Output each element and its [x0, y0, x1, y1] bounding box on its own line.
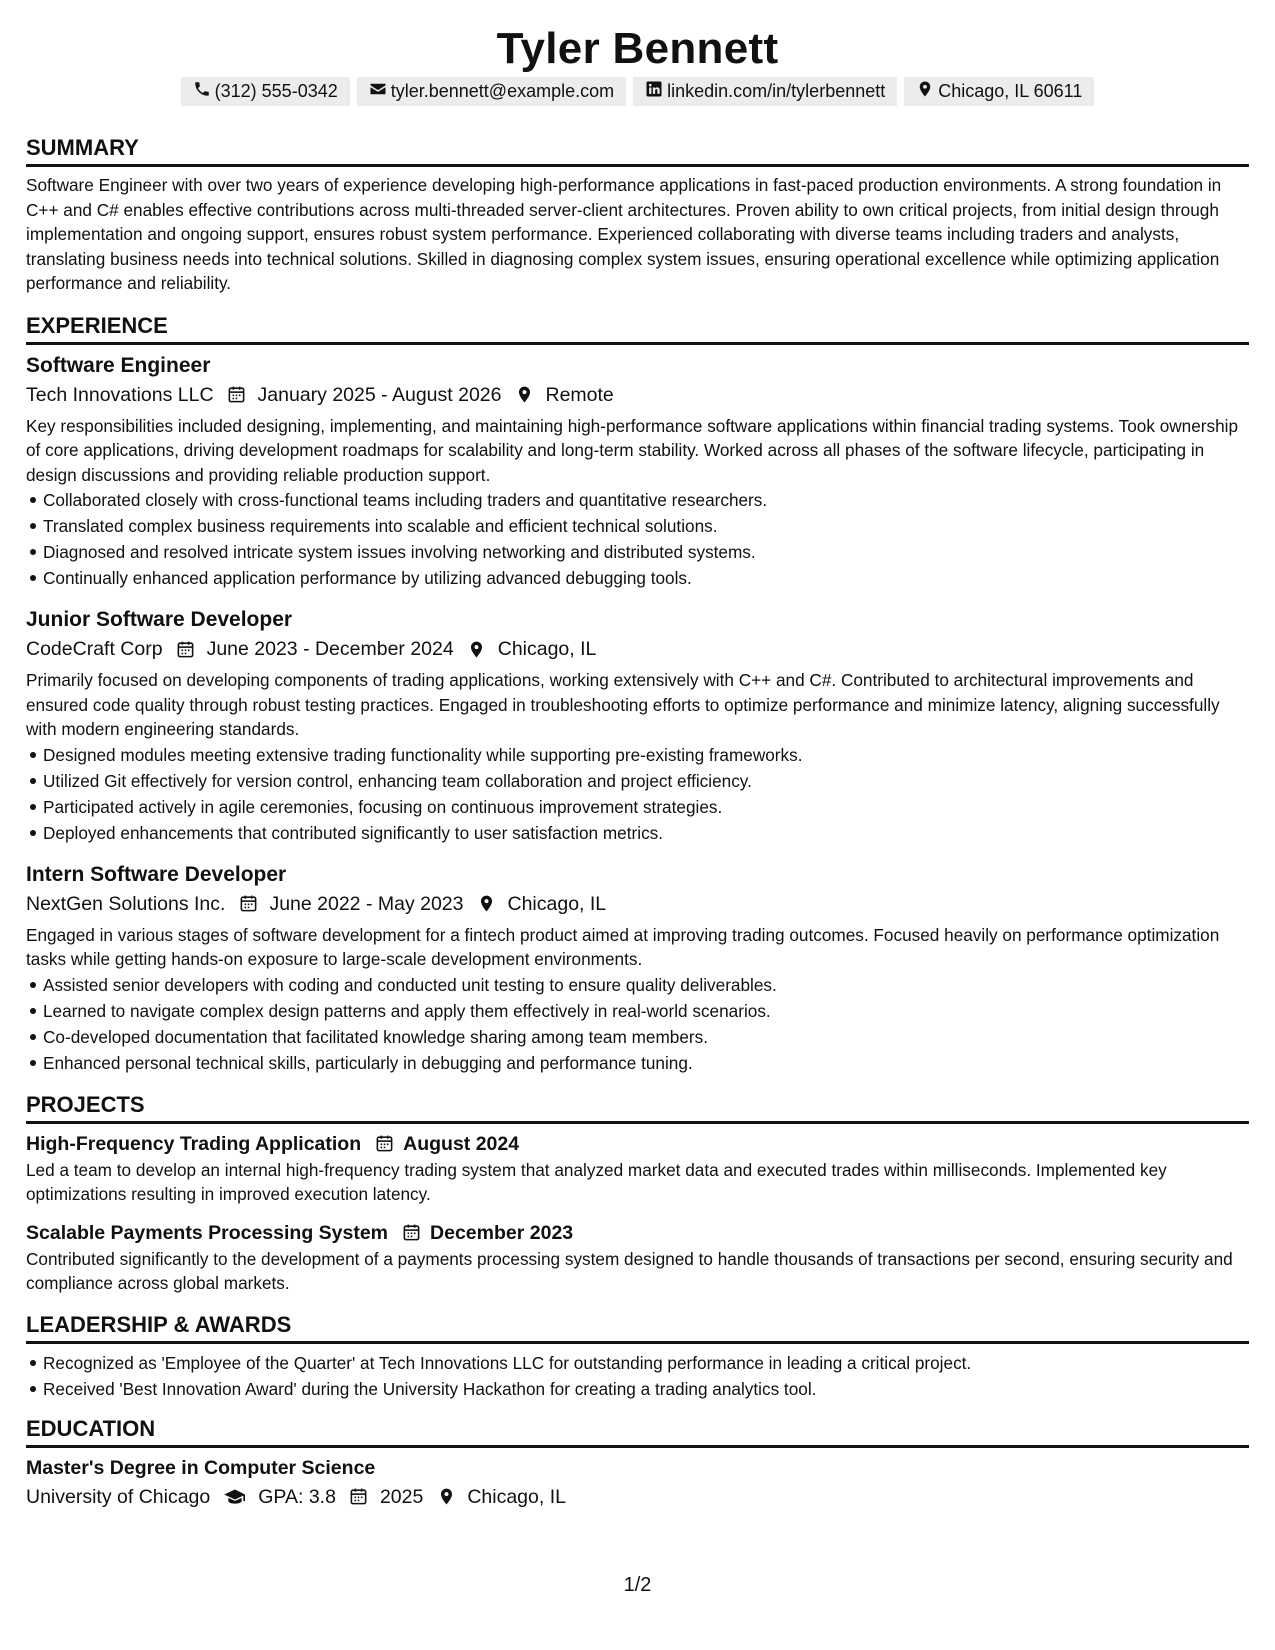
section-divider [26, 1341, 1249, 1344]
project-entry [26, 1219, 1249, 1296]
education-section [26, 1416, 1249, 1512]
job-bullets [26, 742, 1249, 846]
contact-phone-text: (312) 555-0342 [214, 81, 338, 101]
map-pin-icon [513, 384, 535, 406]
calendar-icon [226, 384, 248, 406]
project-header [26, 1130, 1249, 1158]
job-entry [26, 606, 1249, 846]
contact-location-text: Chicago, IL 60611 [938, 81, 1083, 101]
degree-title: Master's Degree in Computer Science [26, 1456, 376, 1479]
list-item: Translated complex business requirements into scalable and efficient technical solutions. [26, 513, 1249, 539]
job-dates: January 2025 - August 2026 [257, 383, 502, 406]
job-title: Intern Software Developer [26, 862, 287, 886]
contact-phone[interactable] [181, 77, 350, 106]
job-dates: June 2023 - December 2024 [206, 638, 454, 660]
leadership-bullets [26, 1350, 1249, 1402]
project-date: August 2024 [403, 1132, 520, 1155]
map-pin-icon [916, 80, 934, 103]
list-item: Learned to navigate complex design patterns and apply them effectively in real-world scenarios. [26, 998, 1249, 1024]
job-entry [26, 861, 1249, 1076]
section-divider [26, 1445, 1249, 1448]
leadership-section [26, 1312, 1249, 1402]
section-divider [26, 164, 1249, 167]
graduation-year: 2025 [379, 1485, 424, 1508]
calendar-icon [175, 638, 197, 660]
project-date: December 2023 [430, 1221, 574, 1244]
job-bullets [26, 972, 1249, 1076]
job-entry [26, 352, 1249, 592]
projects-section [26, 1092, 1249, 1296]
job-meta [26, 380, 1249, 410]
page-number: 1/2 [623, 1574, 652, 1596]
list-item: Participated actively in agile ceremonies, focusing on continuous improvement strategies. [26, 794, 1249, 820]
list-item: Collaborated closely with cross-functional teams including traders and quantitative researchers. [26, 487, 1249, 513]
list-item: Received 'Best Innovation Award' during the University Hackathon for creating a trading analytics tool. [26, 1376, 1249, 1402]
job-location: Chicago, IL [507, 892, 607, 915]
list-item: Continually enhanced application performance by utilizing advanced debugging tools. [26, 565, 1249, 591]
resume-page [26, 0, 1249, 1516]
job-meta [26, 634, 1249, 664]
map-pin-icon [476, 893, 498, 915]
contact-location [904, 77, 1094, 106]
experience-section [26, 313, 1249, 1076]
job-company: NextGen Solutions Inc. [26, 892, 226, 915]
calendar-icon [348, 1486, 370, 1508]
project-entry [26, 1130, 1249, 1207]
list-item: Utilized Git effectively for version control, enhancing team collaboration and project efficiency. [26, 768, 1249, 794]
projects-heading: PROJECTS [26, 1091, 145, 1117]
contact-email[interactable] [357, 77, 626, 106]
contact-linkedin[interactable] [633, 77, 897, 106]
job-company: Tech Innovations LLC [26, 383, 214, 406]
summary-section [26, 135, 1249, 296]
list-item: Diagnosed and resolved intricate system issues involving networking and distributed systems. [26, 539, 1249, 565]
job-description: Primarily focused on developing components of trading applications, working extensively with C++ and C#. Contributed to architectural improvements and ensured code quality through robust testing practices. Engaged in troubleshooting efforts to optimize performance and minimize latency, aligning successfully with modern engineering standards. [26, 670, 1220, 739]
project-description: Contributed significantly to the development of a payments processing system designed to handle thousands of transactions per second, ensuring security and compliance across global markets. [26, 1248, 1233, 1293]
calendar-icon [400, 1222, 422, 1244]
job-bullets [26, 487, 1249, 591]
list-item: Co-developed documentation that facilitated knowledge sharing among team members. [26, 1024, 1249, 1050]
calendar-icon [373, 1133, 395, 1155]
education-meta [26, 1482, 1249, 1512]
job-meta [26, 889, 1249, 919]
list-item: Enhanced personal technical skills, particularly in debugging and performance tuning. [26, 1050, 1249, 1076]
linkedin-icon [645, 80, 663, 103]
job-title: Junior Software Developer [26, 608, 293, 631]
job-title: Software Engineer [26, 353, 211, 377]
project-description: Led a team to develop an internal high-frequency trading system that analyzed market data and executed trades within milliseconds. Implemented key optimizations resulting in improved execution latency. [26, 1159, 1167, 1204]
project-name: High-Frequency Trading Application [26, 1132, 362, 1155]
section-divider [26, 342, 1249, 345]
job-location: Remote [545, 383, 614, 406]
envelope-icon [369, 80, 387, 103]
project-header [26, 1219, 1249, 1247]
list-item: Deployed enhancements that contributed significantly to user satisfaction metrics. [26, 820, 1249, 846]
summary-text: Software Engineer with over two years of experience developing high-performance applications in fast-paced production environments. A strong foundation in C++ and C# enables effective contributions across multi-threaded server-client architectures. Proven ability to own critical projects, from initial design through implementation and ongoing support, ensures robust system performance. Experienced collaborating with diverse teams including traders and analysts, translating business needs into technical solutions. Skilled in diagnosing complex system issues, ensuring operational excellence while optimizing application performance and reliability. [26, 175, 1222, 293]
job-description: Key responsibilities included designing, implementing, and maintaining high-performance software applications within financial trading systems. Took ownership of core applications, driving development roadmaps for scalability and long-term stability. Worked across all phases of the software lifecycle, participating in design discussions and providing reliable production support. [26, 415, 1239, 485]
education-heading: EDUCATION [26, 1415, 156, 1441]
summary-heading: SUMMARY [26, 135, 139, 160]
phone-icon [193, 80, 211, 103]
job-description: Engaged in various stages of software development for a fintech product aimed at improving trading outcomes. Focused heavily on performance optimization tasks while getting hands-on exposure to large-scale development environments. [26, 924, 1220, 969]
contact-email-text: tyler.bennett@example.com [390, 81, 615, 101]
job-company: CodeCraft Corp [26, 638, 163, 660]
list-item: Recognized as 'Employee of the Quarter' at Tech Innovations LLC for outstanding performance in leading a critical project. [26, 1350, 1249, 1376]
job-location: Chicago, IL [497, 638, 597, 660]
project-name: Scalable Payments Processing System [26, 1221, 389, 1244]
list-item: Assisted senior developers with coding and conducted unit testing to ensure quality deliverables. [26, 972, 1249, 998]
map-pin-icon [435, 1486, 457, 1508]
section-divider [26, 1121, 1249, 1124]
leadership-heading: LEADERSHIP & AWARDS [26, 1311, 292, 1337]
candidate-name: Tyler Bennett [496, 24, 779, 73]
education-location: Chicago, IL [467, 1485, 566, 1508]
list-item: Designed modules meeting extensive trading functionality while supporting pre-existing frameworks. [26, 742, 1249, 768]
contact-linkedin-text: linkedin.com/in/tylerbennett [667, 81, 886, 101]
calendar-icon [237, 893, 259, 915]
gpa: GPA: 3.8 [258, 1485, 336, 1508]
experience-heading: EXPERIENCE [26, 312, 168, 338]
contact-bar [26, 77, 1249, 107]
job-dates: June 2022 - May 2023 [269, 892, 464, 915]
graduation-cap-icon [222, 1486, 248, 1508]
map-pin-icon [466, 638, 488, 660]
school-name: University of Chicago [26, 1485, 211, 1508]
